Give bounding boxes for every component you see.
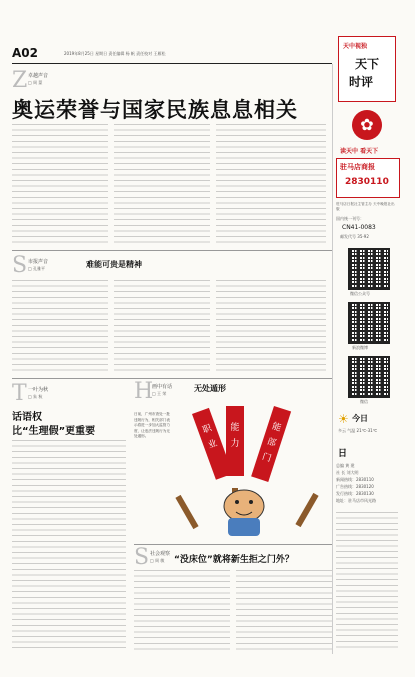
contact-line: 新闻热线：2830110 (336, 477, 374, 482)
lead-body-col-2 (114, 124, 210, 246)
cartoon-kicker-author: □ 王 荣 (152, 391, 167, 396)
bar-3 (251, 406, 291, 482)
weather-icon: ☀ (338, 412, 349, 426)
sidebar-cn-label: 国内统一刊号： (336, 216, 364, 221)
section-letter-s-1: S (12, 253, 28, 278)
brand-tag: 天中视独 (343, 43, 368, 50)
second-body-col-2 (114, 280, 210, 374)
cartoon-label-2: 业 (206, 438, 219, 451)
section-letter-z: Z (12, 68, 28, 93)
sidebar-ad-title: 驻马店商报 (340, 163, 375, 171)
cartoon-label-3: 能 (230, 423, 240, 433)
lead-kicker-author: □ 周 蒙 (28, 80, 43, 85)
cartoon-illustration (174, 402, 332, 540)
contact-line: 广告热线：2830120 (336, 484, 374, 489)
contact-line: 社 长 刘大明 (336, 470, 359, 475)
cartoon-label-4: 力 (230, 439, 240, 449)
second-kicker-author: □ 孔雅平 (28, 266, 46, 271)
second-headline: 难能可贵是精神 (86, 260, 142, 269)
third-kicker: 一叶为秋 (28, 387, 49, 393)
cartoon-headline: 无处遁形 (194, 384, 226, 393)
contact-line: 地址：驻马店市风光路 (336, 498, 376, 503)
fourth-headline: “没床位”就将新生拒之门外？ (174, 555, 294, 565)
section-letter-t: T (12, 381, 27, 406)
fourth-body-col-2 (236, 570, 332, 652)
lead-body-col-3 (216, 124, 326, 246)
qr-1-label: 微信公众号 (350, 291, 370, 296)
qr-2-label: 新浪微博 (352, 345, 368, 350)
fourth-body-col-1 (134, 570, 230, 652)
sidebar-ad (336, 158, 400, 198)
fourth-kicker-author: □ 周 敏 (150, 558, 165, 563)
section-letter-s-2: S (134, 545, 150, 570)
header-rule (12, 63, 332, 64)
third-headline-1: 话语权 (12, 412, 42, 423)
qr-code-1 (348, 248, 390, 290)
mole-figure (224, 490, 264, 536)
third-headline-2: 比“生理假”更重要 (12, 426, 96, 437)
third-kicker-author: □ 朱 秋 (28, 394, 43, 399)
weather-title: 今日 (352, 414, 368, 423)
cartoon-svg (174, 402, 332, 540)
section-letter-h: H (134, 379, 154, 404)
bar-2 (226, 406, 244, 476)
second-body-col-1 (12, 280, 108, 374)
second-body-col-3 (216, 280, 326, 374)
sidebar-masthead: 驻马店日报社主管主办 天中晚报社出版 (336, 202, 395, 211)
third-body (12, 440, 126, 652)
rule-1 (12, 250, 332, 251)
contact-line: 发行热线：2830130 (336, 491, 374, 496)
lead-headline: 奥运荣誉与国家民族息息相关 (12, 98, 298, 122)
lead-kicker: 卓越声音 (28, 73, 49, 79)
brand-box (338, 36, 396, 102)
weather-box (336, 410, 398, 444)
contact-line: 总编 黄 建 (336, 463, 355, 468)
fourth-kicker: 社会观察 (150, 551, 171, 557)
sidebar-fine-print (336, 512, 398, 652)
weather-text: 多云 气温 21℃-31℃ (338, 428, 378, 433)
qr-3-label: 微信 (360, 399, 368, 404)
sidebar-contacts (336, 462, 398, 504)
brand-line-1: 天下 (355, 57, 380, 71)
brand-line-2: 时评 (349, 75, 374, 89)
cartoon-label-7: 门 (260, 452, 273, 465)
weather-day: 日 (338, 449, 348, 459)
cartoon-label-5: 能 (270, 421, 283, 434)
sidebar-ad-hotline: 2830110 (345, 177, 389, 187)
cartoon-label-1: 职 (201, 423, 214, 436)
page-meta: 2019年8月25日 星期日 责任编辑 杨 帆 责任校对 王雁松 (64, 51, 166, 56)
qr-code-2 (348, 302, 390, 344)
rule-2 (12, 378, 332, 379)
rule-3 (134, 544, 332, 545)
page-number: A02 (12, 46, 38, 60)
sidebar-slogan: 读天中 看天下 (340, 148, 379, 155)
sidebar-post-code: 邮发代号 35-92 (340, 234, 369, 239)
page-header (12, 46, 322, 62)
sidebar-cn-code: CN41-0083 (342, 224, 376, 231)
cartoon-label-6: 部 (265, 436, 278, 450)
sidebar-divider (332, 64, 333, 654)
qr-code-3 (348, 356, 390, 398)
cartoon-caption: 日前，广州市查处一批违规行为，相关部门表示将进一步加大监管力度，让违法违规行为无处遁形。 (134, 412, 170, 439)
sidebar-logo: ✿ (352, 110, 382, 140)
lead-body-col-1 (12, 124, 108, 246)
cartoon-kicker: 画中有话 (152, 384, 173, 390)
second-kicker: 市报声音 (28, 259, 49, 265)
